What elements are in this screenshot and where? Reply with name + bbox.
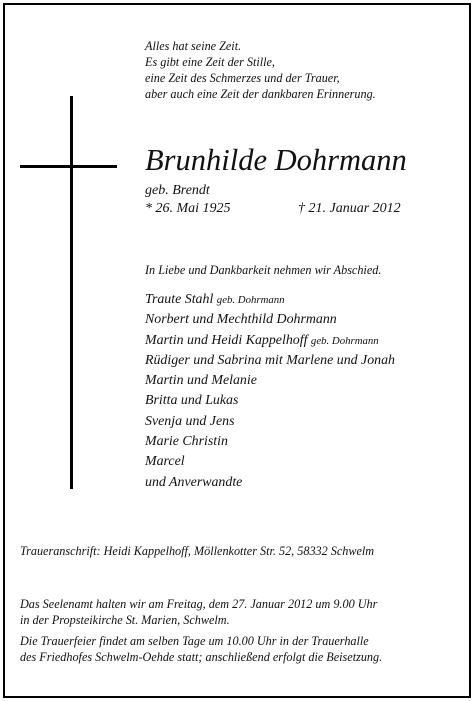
mourner-name: Norbert und Mechthild Dohrmann: [145, 312, 337, 328]
mourner-name: Britta und Lukas: [145, 393, 239, 409]
mourner-row: [145, 412, 395, 432]
death-date: † 21. Januar 2012: [298, 201, 401, 216]
mourner-row: [145, 331, 395, 351]
mourner-name: Rüdiger und Sabrina mit Marlene und Jonah: [145, 352, 396, 368]
mourning-address: Traueranschrift: Heidi Kappelhoff, Möllenkotter Str. 52, 58332 Schwelm: [20, 544, 375, 558]
requiem-notice: [20, 596, 377, 628]
mourner-note: geb. Dohrmann: [216, 294, 285, 306]
farewell-line: In Liebe und Dankbarkeit nehmen wir Abschied.: [145, 263, 382, 277]
funeral-notice: [20, 633, 382, 665]
mourner-name: und Anverwandte: [145, 474, 243, 490]
mourner-row: [145, 310, 395, 330]
deceased-name: Brunhilde Dohrmann: [145, 143, 407, 177]
poem: [145, 39, 376, 103]
mourner-row: [145, 391, 395, 411]
mourner-row: [145, 351, 395, 371]
mourner-name: Marie Christin: [145, 434, 228, 450]
mourner-row: [145, 432, 395, 452]
mourner-row: [145, 290, 395, 310]
mourner-note: geb. Dohrmann: [310, 334, 379, 347]
cross-horizontal-bar: [20, 165, 117, 168]
poem-line: Es gibt eine Zeit der Stille,: [145, 54, 275, 69]
poem-line: eine Zeit des Schmerzes und der Trauer,: [145, 70, 340, 85]
mourner-row: [145, 473, 395, 493]
notice-line: des Friedhofes Schwelm-Oehde statt; anschließend erfolgt die Beisetzung.: [20, 650, 383, 664]
mourner-name: Traute Stahl: [145, 292, 214, 307]
poem-line: aber auch eine Zeit der dankbaren Erinnerung.: [145, 86, 376, 101]
mourners-list: [145, 290, 395, 493]
mourner-name: Martin und Heidi Kappelhoff: [145, 332, 308, 348]
notice-line: in der Propsteikirche St. Marien, Schwelm.: [20, 613, 230, 627]
poem-line: Alles hat seine Zeit.: [145, 39, 242, 53]
mourner-row: [145, 371, 395, 391]
notice-line: Die Trauerfeier findet am selben Tage um 10.00 Uhr in der Trauerhalle: [20, 634, 369, 648]
birth-date: * 26. Mai 1925: [145, 201, 231, 216]
notice-line: Das Seelenamt halten wir am Freitag, dem 27. Januar 2012 um 9.00 Uhr: [20, 597, 378, 611]
cross-vertical-bar: [70, 96, 73, 489]
mourner-name: Marcel: [145, 454, 185, 470]
maiden-name: geb. Brendt: [145, 183, 210, 198]
mourner-name: Svenja und Jens: [145, 413, 235, 429]
mourner-row: [145, 452, 395, 472]
mourner-name: Martin und Melanie: [145, 373, 257, 389]
